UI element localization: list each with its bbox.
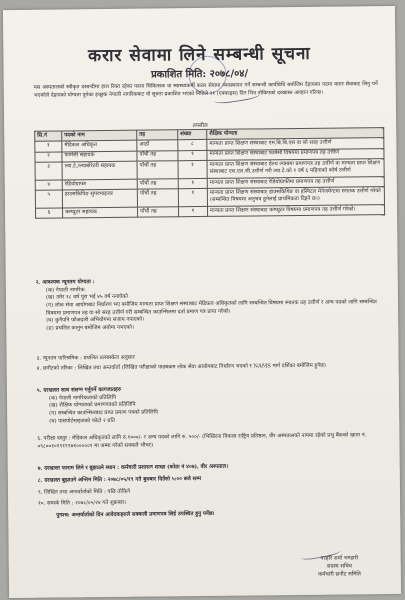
cell-qualification: मान्यता प्राप्त शिक्षण संस्थाबाट हाउसकिपिङ वा हस्पिटल मेनेजमेन्टमा स्नातक उत्तीर्ण गरेको (सम्बन्धित विषयमा अनुभव हुनेलाई प्राथमिकता दिइने छ।) [207, 187, 384, 207]
cell-count: १ [178, 178, 207, 189]
selection-method-section: ४. छनौटको तरिका : लिखित तथा अन्तर्वार्ता (लिखित परीक्षाको पाठ्यक्रम लोक सेवा आयोगबाट निर्धारण भएको र NAMS मार्ग दर्शिका बमोजिम हुनेछ) [36, 362, 326, 372]
document-item-d: (घ) पासपोर्टसाइजको फोटो २ प्रति [49, 417, 115, 425]
cell-qualification: मान्यता प्राप्त शिक्षण संस्थाबाट फार्मेसी विषयमा प्रमाणपत्र तह उत्तीर्ण [207, 148, 384, 160]
vacancy-table [34, 127, 385, 219]
cell-level: पाँचौं तह [137, 189, 178, 207]
cell-level: आठौं [137, 140, 178, 151]
cell-post: ल्या.टे./ल्याबोरेटरी सहायक [62, 161, 137, 180]
header-level: तह [137, 130, 178, 141]
signatory-role: सदस्य सचिव [326, 563, 352, 570]
cell-level: पाँचौं तह [137, 150, 178, 161]
exam-date-section: ९. लिखित तथा अन्तर्वार्ताको मिति : पछि तोकिने [37, 488, 131, 496]
header-sn: सि.नं [35, 131, 62, 142]
table-caption: तपसील [192, 122, 208, 130]
cell-sn: ५ [35, 190, 62, 208]
publish-date: प्रकाशित मिति: २०७८/०४/ [151, 68, 249, 81]
cell-post: कम्प्युटर सहायक [63, 207, 138, 218]
cell-post: मेडिकल अधिकृत [62, 140, 137, 151]
cell-post: फार्मेसी सहायक [62, 151, 137, 162]
header-count: संख्या [178, 129, 207, 140]
cell-qualification: मान्यता प्राप्त शिक्षण संस्थाबाट हेल्थ ल्याबमा प्रमाणपत्र तह उत्तीर्ण वा मान्यता प्राप्त शिक्षण संस्थाबाट एस.एल.सी.उत्तीर्ण गरी ल्या.टे.को १ वर्ष ६ महिनाको कोर्ष उत्तीर्ण [207, 158, 384, 178]
cell-level: पाँचौं तह [137, 161, 178, 179]
signature-block [318, 554, 361, 579]
cell-qualification: मान्यता प्राप्त शिक्षण संस्थाबाट कम्प्युटर विषयमा प्रमाणपत्र तह उत्तीर्ण गरेको। [207, 205, 384, 217]
signatory-name: नरहरि शर्मा भण्डारी [320, 555, 359, 562]
cell-post: हाउसकिपिङ सुपरभाइजर [62, 189, 137, 208]
header-post: पदको नाम [62, 130, 137, 141]
cell-sn: ४ [35, 180, 62, 191]
document-item-b: (ख) शैक्षिक योग्यताको प्रमाणपत्रको प्रतिलिपि [49, 402, 136, 409]
qual-item-c: (ग) लोक सेवा आयोगबाट निर्धारण भए बमोजिम मान्यता प्राप्त शिक्षण संस्थाबाट मेडिकल अधिकृतको लागि सम्बन्धित विषयमा स्नातक तह उत्तीर्ण र अन्य पदको लागि सम्बन्धित विषयमा प्रमाणपत्र तह वा सो सरह उत्तीर्ण गरी सम्बन्धित काउन्सिलमा दर्ता प्रमाण पत्र प्राप्त गरेको। [45, 299, 377, 317]
salary-section: ३. न्यूनतम पारिश्रमिक : प्रचलित तलबस्केल अनुसार [36, 354, 135, 362]
min-qualification-section [36, 276, 381, 333]
cell-level: पाँचौं तह [138, 207, 179, 218]
qual-item-b: (ख) उमेर १८ वर्ष पुरा भई ४५ वर्ष ननाघेको [45, 294, 128, 301]
cell-count: १ [178, 150, 207, 161]
cell-qualification: मान्यता प्राप्त शिक्षण संस्थाबाट एम.बि.बि.एस वा सो सरह उत्तीर्ण [207, 138, 384, 150]
postscript-note: पुनश्च: अन्तर्वार्ताको दिन आवेदकहरुले सक्कली प्रमाणपत्र लिई उपस्थित हुनु पर्नेछ। [56, 510, 215, 519]
documents-section [37, 384, 381, 426]
document-item-c: (ग) सम्बन्धित काउन्सिलबाट प्राप्त प्रमाण पत्रको प्रतिलिपि [49, 409, 159, 417]
cell-post: रेडियोग्राफर [62, 179, 137, 190]
cell-sn: १ [35, 141, 62, 152]
qual-item-a: (क) नेपाली नागरिक [45, 286, 85, 294]
intro-paragraph: यस अस्पतालको स्वीकृत दरबन्दीमा हाल रिक्त रहेका पदमा चिकित्सक वा स्वास्थ्यकर्मी करार सेवामा व्यवस्थापन गर्ने सम्बन्धी कार्यविधि बमोजिम देहायका पदमा करार सेवाबाट लिनु पर्ने भएकोले देहायको योग्यता पुगेका इच्छुक नेपाली नागरिकबाट यो सूचना प्रकाशित भएको मितिले २१ (एक्काइस) दिन भित्र तोकिएको दरखास्त आव्हान गरिन्छ। [33, 81, 378, 99]
cell-count: १ [178, 188, 207, 206]
application-place-section: ७. दरखास्त फाराम लिने र बुझाउने स्थान : कर्मचारी प्रशासन शाखा (कोठा नं ४०७), वीर अस्पताल। [37, 463, 229, 472]
notice-title: करार सेवामा लिने सम्बन्धी सूचना [87, 43, 311, 67]
contact-date-section: १०. सम्पर्क मिति : २०७८/०५/२४ गते शुक्रबार। [38, 499, 127, 507]
deadline-section: ८. दरखास्त बुझाउने अन्तिम मिति : २०७८/०५/१९ गते बुधबार दिउँसो ५:०० बजे सम्म [37, 476, 202, 484]
qual-item-d: (घ) कुनैपनि फौजदारी अभियोगमा सजाय नपाएको। [46, 316, 145, 324]
cell-qualification: मान्यता प्राप्त शिक्षण संस्थाबाट रेडियोग्राफीमा प्रमाणपत्र तह उत्तीर्ण [207, 176, 384, 188]
documents-title: ५. दरखास्त साथ संलग्न गर्नुपर्ने कागजातहरु [36, 386, 122, 394]
cell-count: १ [178, 160, 207, 178]
min-qualification-title: २. आवश्यक न्यूनतम योग्यता : [35, 279, 95, 286]
cell-count: ८ [178, 140, 207, 151]
cell-count: १ [179, 206, 208, 217]
cell-sn: २ [35, 151, 62, 162]
exam-fee-section: ६. परीक्षा दस्तुर : मेडिकल अधिकृतको लागि रु.१०००/- र अन्य पदको लागि रु. ५००/- (भिखिरना विकास राष्ट्रिय प्रतिष्ठान, वीर अस्पतालको नाममा रहेको प्रभु बैंकको खाता नं. ०९८००१०१९१९९७१०००००१ मा जम्मा गरेको सक्कलै भौचर) [37, 432, 367, 450]
cell-sn: ६ [36, 208, 63, 219]
cell-sn: ३ [35, 162, 62, 180]
qual-item-e: (ङ) प्रचलित कानुन बमोजिम अयोग्य नभएको। [46, 324, 135, 332]
notice-paper [3, 6, 401, 598]
cell-level: पाँचौं तह [137, 178, 178, 189]
signatory-committee: कर्मचारी छनौट समिति [318, 571, 361, 579]
header-qualification: शैक्षिक योग्यता [207, 128, 384, 140]
document-item-a: (क) नेपाली नागरिकताको प्रतिलिपि [48, 394, 117, 402]
